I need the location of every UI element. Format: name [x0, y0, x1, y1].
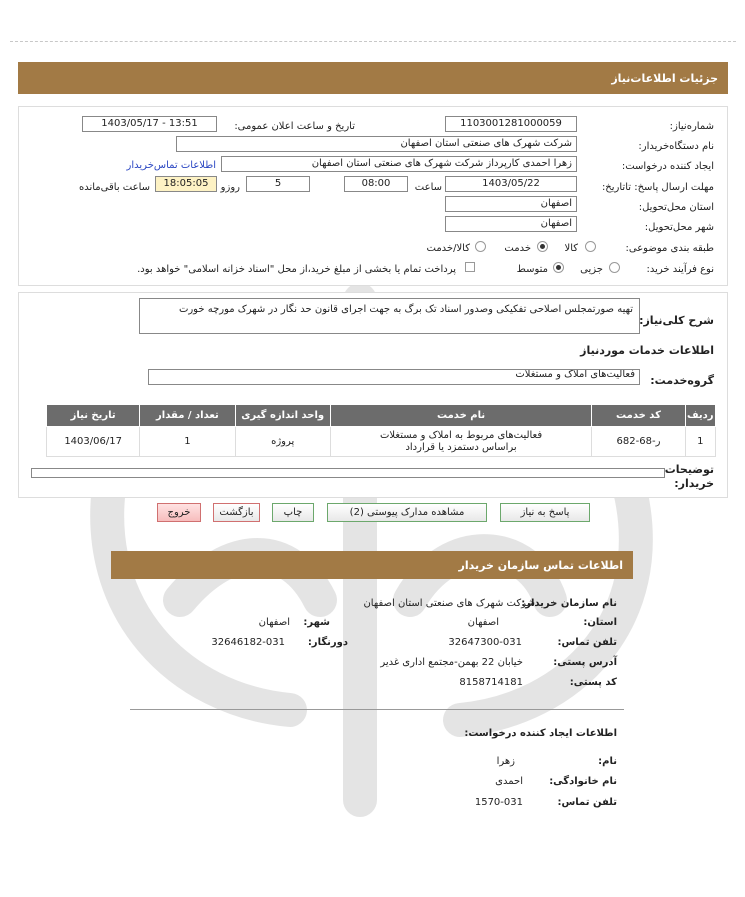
- creator-last-name-value: احمدی: [495, 776, 523, 787]
- fax-value: 32646182-031: [211, 637, 285, 648]
- province-label: استان محل‌تحویل:: [638, 202, 714, 213]
- details-header: [18, 62, 728, 94]
- creator-title: اطلاعات ایجاد کننده درخواست:: [464, 728, 617, 739]
- buyer-contact-link[interactable]: اطلاعات تماس‌خریدار: [126, 160, 216, 171]
- province-field[interactable]: اصفهان: [445, 196, 577, 212]
- requester-label: ایجاد کننده درخواست:: [621, 161, 714, 172]
- cell-code: ر-68-682: [592, 427, 685, 457]
- city-label: شهر محل‌تحویل:: [644, 222, 714, 233]
- details-title: جزئیات اطلاعات‌نیاز: [611, 71, 718, 85]
- deadline-time-field[interactable]: 08:00: [344, 176, 408, 192]
- services-title: اطلاعات خدمات موردنیاز: [580, 344, 714, 357]
- city-field[interactable]: اصفهان: [445, 216, 577, 232]
- col-unit: واحد اندازه گیری: [235, 405, 330, 427]
- col-date: تاریخ نیاز: [47, 405, 140, 427]
- col-name: نام خدمت: [330, 405, 592, 427]
- treasury-payment-checkbox[interactable]: [465, 262, 475, 272]
- contact-divider: [130, 709, 624, 710]
- deadline-date-field[interactable]: 1403/05/22: [445, 176, 577, 192]
- buyer-notes-label-1: توضیحات: [664, 463, 714, 476]
- category-radio-goods[interactable]: [585, 241, 596, 252]
- address-value: خیابان 22 بهمن-مجتمع اداری غدیر: [380, 657, 523, 668]
- day-label: روزو: [220, 182, 240, 193]
- postal-label: کد پستی:: [569, 677, 617, 688]
- contact-phone-label: تلفن تماس:: [557, 637, 617, 648]
- attachments-button[interactable]: مشاهده مدارک پیوستی (2): [327, 503, 487, 522]
- creator-last-name-label: نام خانوادگی:: [549, 776, 617, 787]
- cell-unit: پروژه: [235, 427, 330, 457]
- need-number-field[interactable]: 1103001281000059: [445, 116, 577, 132]
- cell-name-line2: براساس دستمزد یا قرارداد: [405, 441, 517, 453]
- category-goods-label: کالا: [564, 243, 578, 254]
- reply-button[interactable]: پاسخ به نیاز: [500, 503, 590, 522]
- process-label: نوع فرآیند خرید:: [646, 264, 714, 275]
- creator-phone-label: تلفن تماس:: [557, 797, 617, 808]
- fax-label: دورنگار:: [307, 637, 348, 648]
- col-code: کد خدمت: [592, 405, 685, 427]
- remaining-time-field: 18:05:05: [155, 176, 217, 192]
- cell-row: 1: [685, 427, 715, 457]
- print-button[interactable]: چاپ: [272, 503, 314, 522]
- process-minor-label: جزیی: [580, 264, 603, 275]
- cell-name-line1: فعالیت‌های مربوط به املاک و مستغلات: [379, 429, 543, 441]
- creator-first-name-value: زهرا: [496, 756, 515, 767]
- process-medium-label: متوسط: [516, 264, 548, 275]
- days-left-field[interactable]: 5: [246, 176, 310, 192]
- back-button[interactable]: بازگشت: [213, 503, 260, 522]
- category-service-label: خدمت: [504, 243, 531, 254]
- contact-province-value: اصفهان: [467, 617, 499, 628]
- description-label: شرح کلی‌نیاز:: [639, 314, 714, 327]
- table-row: [47, 427, 716, 457]
- col-row: ردیف: [685, 405, 715, 427]
- category-radio-goods-service[interactable]: [475, 241, 486, 252]
- org-value: شرکت شهرک های صنعتی استان اصفهان: [363, 598, 535, 609]
- requester-field[interactable]: زهرا احمدی کارپرداز شرکت شهرک های صنعتی استان اصفهان: [221, 156, 577, 172]
- contact-city-label: شهر:: [303, 617, 330, 628]
- announce-field[interactable]: 1403/05/17 - 13:51: [82, 116, 217, 132]
- deadline-time-label: ساعت: [414, 182, 442, 193]
- category-goods-service-label: کالا/خدمت: [426, 243, 470, 254]
- top-divider: [10, 41, 736, 42]
- process-radio-medium[interactable]: [553, 262, 564, 273]
- table-header-row: [47, 405, 716, 427]
- cell-name: [330, 427, 592, 457]
- description-box: تهیه صورتمجلس اصلاحی تفکیکی وصدور اسناد تک برگ به جهت اجرای قانون حد نگار در شهرک مورچه خورت: [139, 298, 640, 334]
- treasury-payment-note: پرداخت تمام یا بخشی از مبلغ خرید،از محل "اسناد خزانه اسلامی" خواهد بود.: [137, 264, 456, 275]
- remaining-label: ساعت باقی‌مانده: [78, 182, 150, 193]
- buyer-notes-label-2: خریدار:: [674, 477, 714, 490]
- contact-header: [111, 551, 633, 579]
- announce-label: تاریخ و ساعت اعلان عمومی:: [234, 121, 355, 132]
- postal-value: 8158714181: [459, 677, 523, 688]
- deadline-label: مهلت ارسال پاسخ: تاتاریخ:: [601, 182, 714, 193]
- need-number-label: شماره‌نیاز:: [669, 121, 714, 132]
- buyer-notes-field[interactable]: [31, 468, 665, 478]
- org-label: نام سازمان خریدار:: [521, 598, 617, 609]
- category-label: طبقه بندی موضوعی:: [625, 243, 714, 254]
- contact-city-value: اصفهان: [258, 617, 290, 628]
- col-qty: تعداد / مقدار: [140, 405, 235, 427]
- service-group-label: گروه‌خدمت:: [650, 374, 714, 387]
- cell-date: 1403/06/17: [47, 427, 140, 457]
- need-info-panel: [18, 106, 728, 286]
- address-label: آدرس پستی:: [553, 657, 617, 668]
- service-group-field[interactable]: فعالیت‌های املاک و مستغلات: [148, 369, 640, 385]
- contact-phone-value: 32647300-031: [448, 637, 522, 648]
- category-radio-service[interactable]: [537, 241, 548, 252]
- process-radio-minor[interactable]: [609, 262, 620, 273]
- cell-qty: 1: [140, 427, 235, 457]
- exit-button[interactable]: خروج: [157, 503, 201, 522]
- contact-title: اطلاعات تماس سازمان خریدار: [458, 558, 623, 572]
- buyer-name-field[interactable]: شرکت شهرک های صنعتی استان اصفهان: [176, 136, 577, 152]
- buyer-name-label: نام دستگاه‌خریدار:: [638, 141, 714, 152]
- creator-first-name-label: نام:: [598, 756, 617, 767]
- creator-phone-value: 1570-031: [474, 797, 523, 808]
- contact-province-label: استان:: [583, 617, 617, 628]
- services-table: [46, 404, 716, 457]
